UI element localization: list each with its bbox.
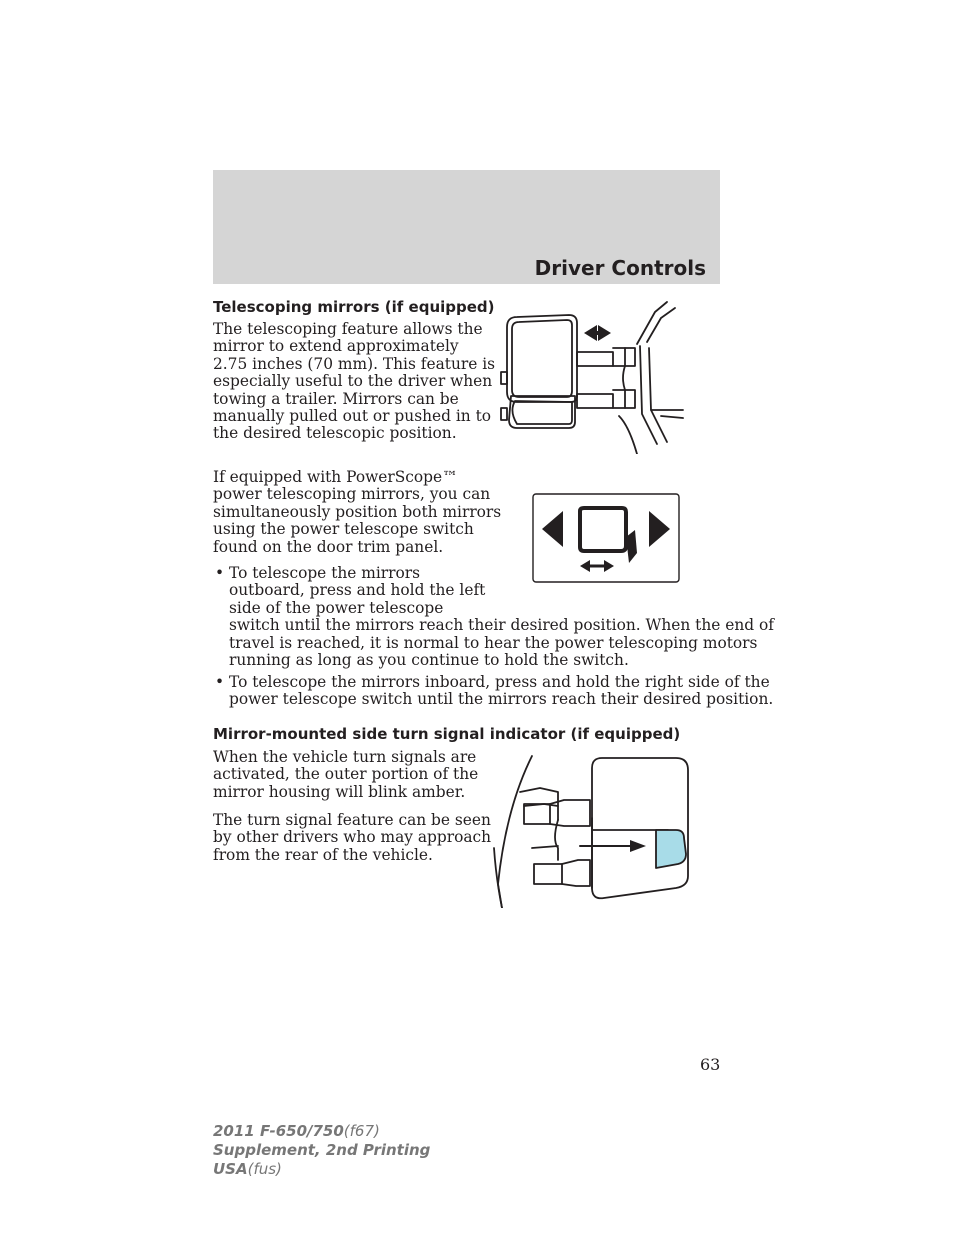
turn-signal-paragraph-2: The turn signal feature can be seen by other drivers who may approach from the rear of the vehicle. <box>213 811 492 864</box>
footer-model-code: (f67) <box>343 1122 380 1140</box>
section-header-bar <box>213 170 720 284</box>
bullet-symbol: • <box>215 673 225 691</box>
telescoping-mirrors-heading: Telescoping mirrors (if equipped) <box>213 298 495 316</box>
telescoping-intro-paragraph: The telescoping feature allows the mirror to extend approximately 2.75 inches (70 mm). This feature is especially useful to the driver when towing a trailer. Mirrors can be manually pulled out or pushed in to the desired telescopic position. <box>213 320 496 443</box>
footer-market-code: (fus) <box>247 1160 282 1178</box>
page-number: 63 <box>700 1055 721 1074</box>
footer-info <box>213 1122 430 1179</box>
turn-signal-paragraph-1: When the vehicle turn signals are activated, the outer portion of the mirror housing will blink amber. <box>213 748 479 801</box>
turn-signal-mirror-illustration <box>492 748 692 908</box>
footer-model: 2011 F-650/750 <box>213 1122 344 1140</box>
turn-signal-heading: Mirror-mounted side turn signal indicator (if equipped) <box>213 725 681 743</box>
footer-edition: Supplement, 2nd Printing <box>213 1141 431 1159</box>
bullet-text: To telescope the mirrors outboard, press and hold the left side of the power telescope switch until the mirrors reach their desired position. When the end of travel is reached, it is normal to hear the power telescoping motors running as long as you continue to hold the switch. <box>229 564 774 670</box>
left-triangle-icon <box>542 511 563 547</box>
bullet-text: To telescope the mirrors inboard, press and hold the right side of the power telescope switch until the mirrors reach their desired position. <box>229 673 774 709</box>
powerscope-paragraph: If equipped with PowerScope™ power telescoping mirrors, you can simultaneously position both mirrors using the power telescope switch found on the door trim panel. <box>213 468 502 556</box>
bullet-symbol: • <box>215 564 225 582</box>
mirror-outline-icon <box>580 508 626 551</box>
footer-market: USA <box>213 1160 248 1178</box>
right-triangle-icon <box>649 511 670 547</box>
telescoping-mirror-illustration <box>495 298 685 454</box>
section-title: Driver Controls <box>534 256 706 280</box>
